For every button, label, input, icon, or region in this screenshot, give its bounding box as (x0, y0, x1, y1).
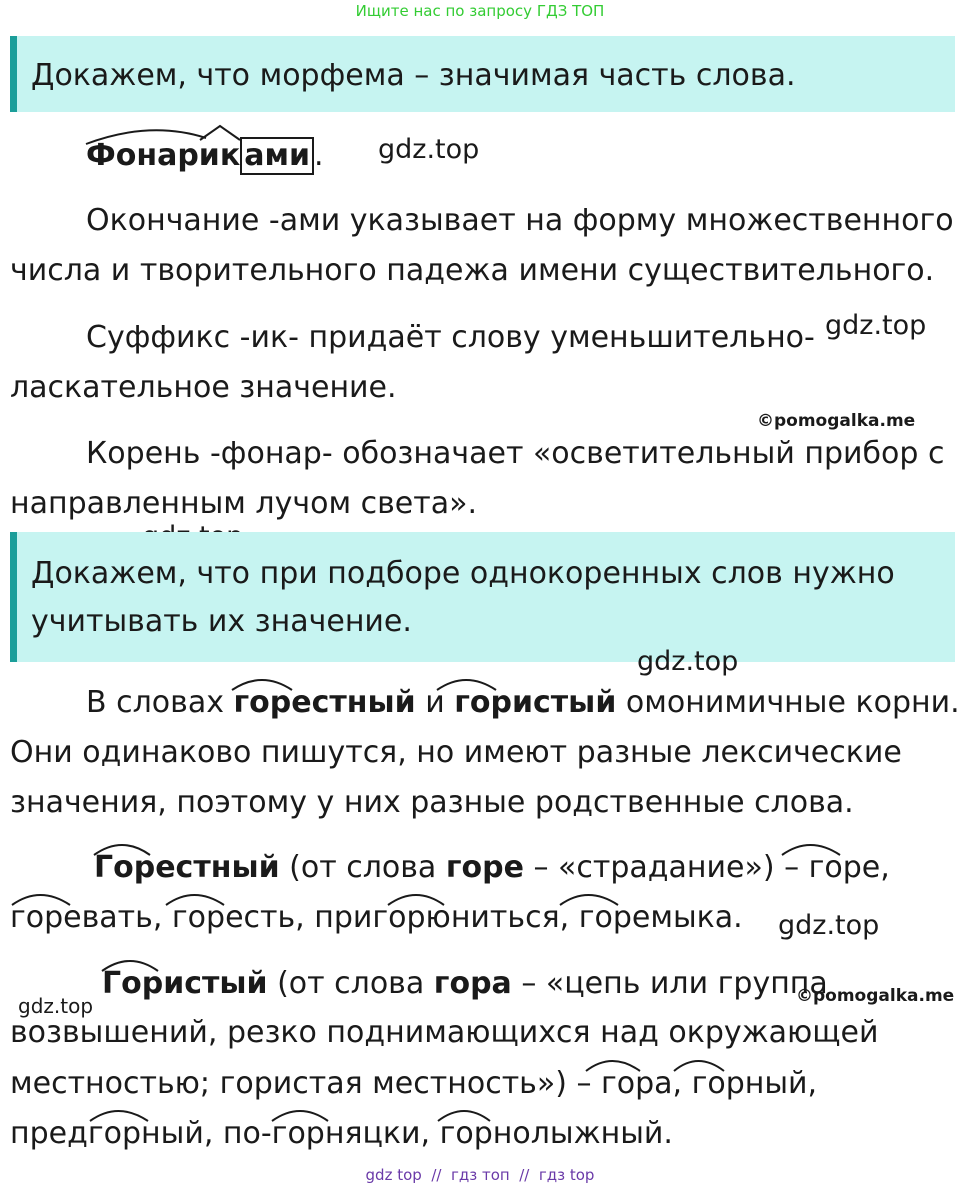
s2-p2-line2: горевать, горесть, пригорюниться, горемыка. (10, 900, 743, 935)
word-period: . (314, 138, 324, 173)
watermark-gdz: gdz.top (18, 994, 94, 1018)
s2-p1-line3: значения, поэтому у них разные родственные слова. (10, 785, 854, 820)
watermark-gdz: gdz.top (637, 646, 739, 677)
p1-line2: числа и творительного падежа имени существительного. (10, 253, 935, 288)
word-goristy-head: Гористый (102, 966, 268, 1001)
p3-line2: направленным лучом света». (10, 486, 477, 521)
section2-heading-line2: учитывать их значение. (31, 604, 412, 639)
s2-p1-line2: Они одинаково пишутся, но имеют разные лексические (10, 735, 902, 770)
watermark-gdz: gdz.top (378, 134, 480, 165)
s2-p1-line1: В словах горестный и гористый омонимичные корни. (86, 685, 960, 720)
watermark-pomogalka: ©pomogalka.me (796, 986, 955, 1006)
section2-heading-box (10, 532, 955, 662)
word-goristy: гористый (454, 685, 617, 720)
watermark-pomogalka: ©pomogalka.me (757, 411, 916, 431)
s2-p3-line2: возвышений, резко поднимающихся над окружающей (10, 1015, 879, 1050)
search-banner: Ищите нас по запросу ГДЗ ТОП (355, 2, 605, 20)
s2-p3-line1: Гористый (от слова гора – «цепь или группа (102, 966, 828, 1001)
watermark-gdz: gdz.top (778, 910, 880, 941)
s2-p2-line1: Горестный (от слова горе – «страдание») – горе, (94, 850, 890, 885)
p2-line2: ласкательное значение. (10, 370, 397, 405)
word-gorestny-head: Горестный (94, 850, 280, 885)
s2-p3-line4: предгорный, по-горняцки, горнолыжный. (10, 1116, 673, 1151)
section2-heading-line1: Докажем, что при подборе однокоренных слов нужно (31, 556, 895, 591)
footer-links: gdz top // гдз топ // гдз top (365, 1166, 595, 1184)
word-gorestny: горестный (233, 685, 416, 720)
word-ending: ами (240, 137, 314, 175)
p2-line1: Суффикс -ик- придаёт слову уменьшительно- (86, 320, 815, 355)
p1-line1: Окончание -ами указывает на форму множественного (86, 203, 954, 238)
p3-line1: Корень -фонар- обозначает «осветительный прибор с (86, 436, 945, 471)
section1-heading-box (10, 36, 955, 112)
section1-heading: Докажем, что морфема – значимая часть слова. (31, 58, 796, 93)
word-stem: Фонарик (86, 138, 241, 173)
parsed-word (86, 136, 324, 176)
s2-p3-line3: местностью; гористая местность») – гора, горный, (10, 1066, 818, 1101)
watermark-gdz: gdz.top (825, 310, 927, 341)
